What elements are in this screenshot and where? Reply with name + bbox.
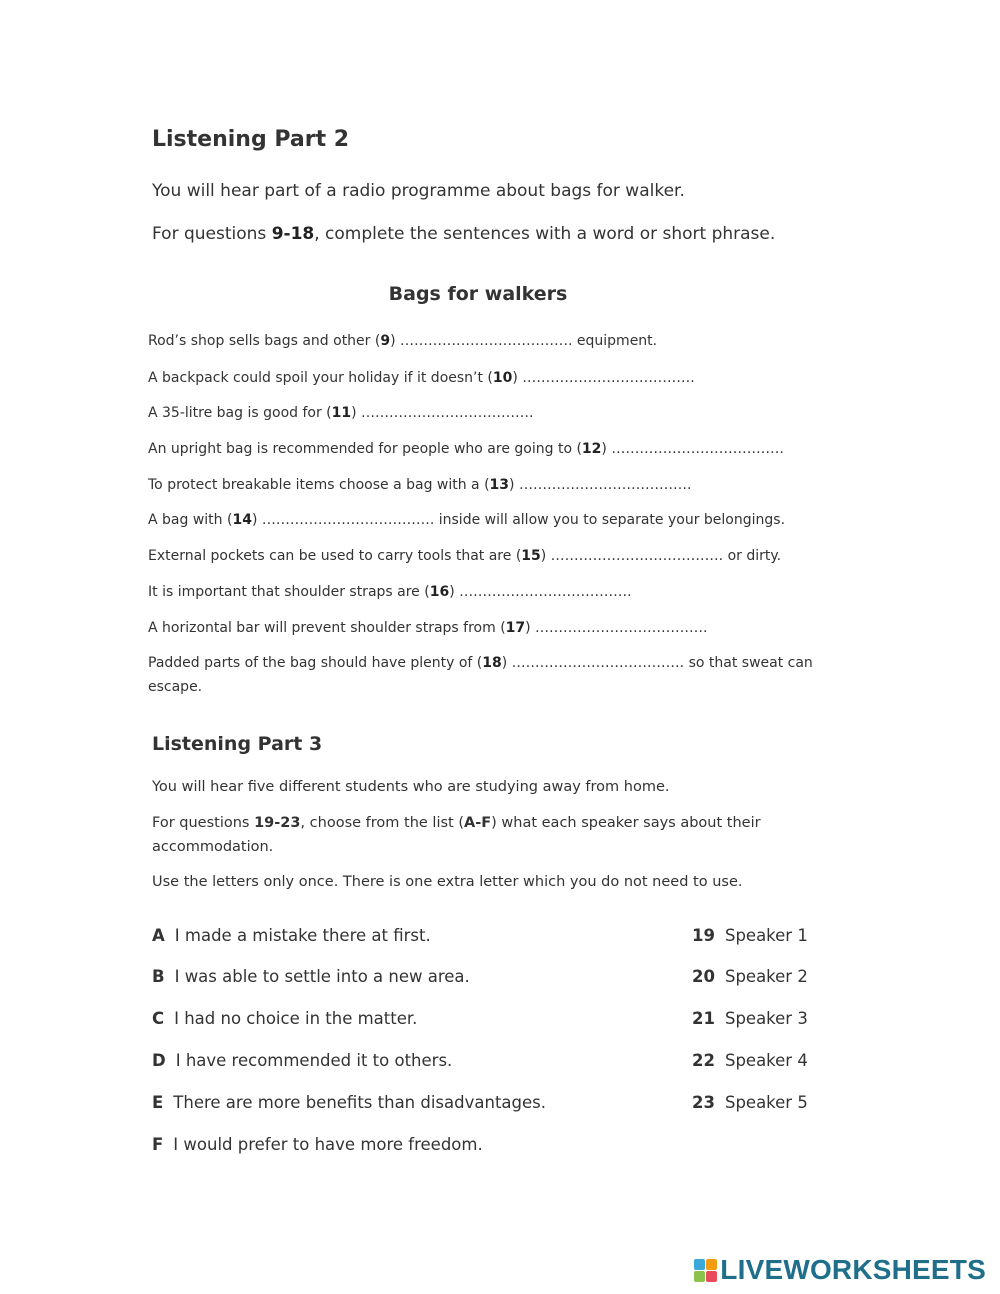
speaker-4: 22 Speaker 4 <box>692 1051 808 1070</box>
logo-tile-4 <box>706 1271 717 1282</box>
part3-intro-2-continuation: accommodation. <box>152 839 274 855</box>
part3-heading: Listening Part 3 <box>152 733 323 755</box>
question-10: A backpack could spoil your holiday if it doesn’t (10) ………………………………. <box>148 370 695 386</box>
question-14: A bag with (14) ………………………………. inside will allow you to separate your belongings. <box>148 512 786 528</box>
option-c: C I had no choice in the matter. <box>152 1009 418 1028</box>
part3-intro-1: You will hear five different students who are studying away from home. <box>152 779 670 795</box>
liveworksheets-logo <box>694 1254 986 1286</box>
part3-intro-2: For questions 19-23, choose from the list (A-F) what each speaker says about their <box>152 815 761 831</box>
question-15: External pockets can be used to carry tools that are (15) ………………………………. or dirty. <box>148 548 782 564</box>
speaker-5: 23 Speaker 5 <box>692 1093 808 1112</box>
liveworksheets-logo-text: LIVEWORKSHEETS <box>720 1254 986 1285</box>
option-d: D I have recommended it to others. <box>152 1051 453 1070</box>
question-9: Rod’s shop sells bags and other (9) ………………………………. equipment. <box>148 333 658 349</box>
question-18: Padded parts of the bag should have plenty of (18) ………………………………. so that sweat can <box>148 655 813 671</box>
option-f: F I would prefer to have more freedom. <box>152 1135 483 1154</box>
logo-tile-2 <box>706 1259 717 1270</box>
document-title: Bags for walkers <box>388 283 568 305</box>
part2-intro-2: For questions 9-18, complete the sentences with a word or short phrase. <box>152 224 776 244</box>
option-e: E There are more benefits than disadvantages. <box>152 1093 546 1112</box>
logo-tile-3 <box>694 1271 705 1282</box>
question-12: An upright bag is recommended for people who are going to (12) ………………………………. <box>148 441 784 457</box>
speaker-3: 21 Speaker 3 <box>692 1009 808 1028</box>
part2-intro-1: You will hear part of a radio programme about bags for walker. <box>152 181 685 201</box>
question-16: It is important that shoulder straps are (16) ………………………………. <box>148 584 632 600</box>
question-17: A horizontal bar will prevent shoulder straps from (17) ………………………………. <box>148 620 708 636</box>
logo-tile-1 <box>694 1259 705 1270</box>
question-18-continuation: escape. <box>148 679 203 695</box>
question-13: To protect breakable items choose a bag with a (13) ………………………………. <box>148 477 692 493</box>
speaker-1: 19 Speaker 1 <box>692 926 808 945</box>
speaker-2: 20 Speaker 2 <box>692 967 808 986</box>
part2-heading: Listening Part 2 <box>152 127 350 152</box>
part3-intro-3: Use the letters only once. There is one extra letter which you do not need to use. <box>152 874 743 890</box>
liveworksheets-logo-icon <box>694 1259 717 1282</box>
question-11: A 35-litre bag is good for (11) ………………………………. <box>148 405 534 421</box>
option-b: B I was able to settle into a new area. <box>152 967 470 986</box>
option-a: A I made a mistake there at first. <box>152 926 431 945</box>
